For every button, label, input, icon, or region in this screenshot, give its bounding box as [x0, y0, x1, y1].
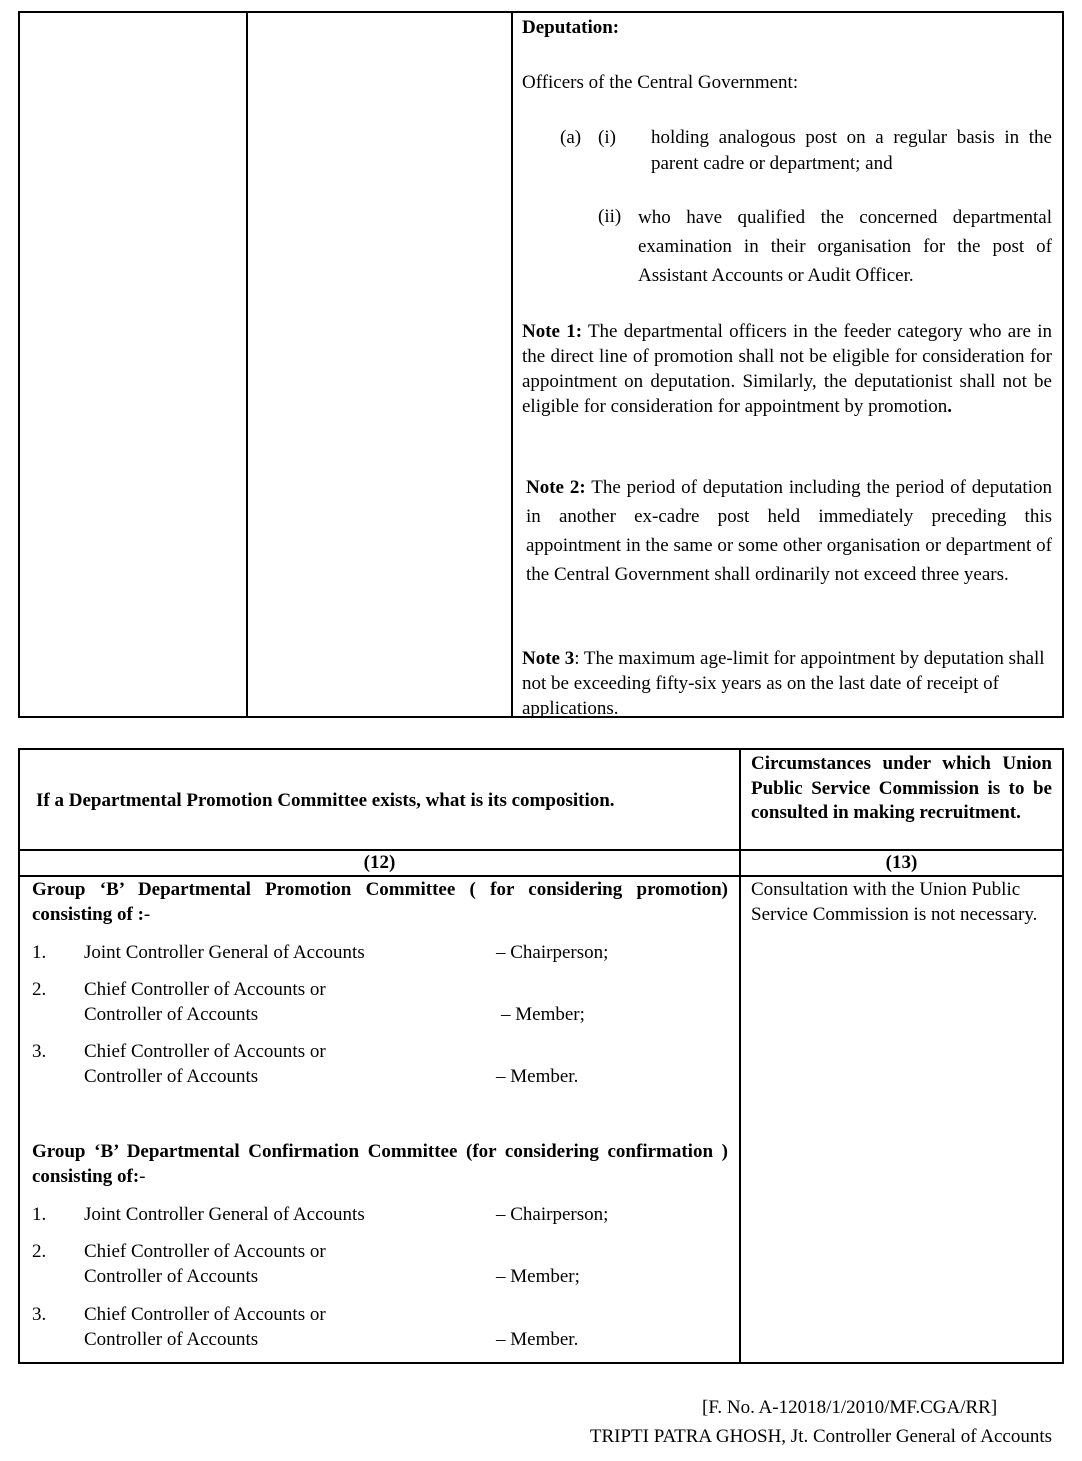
member-role: – Member; — [501, 1004, 585, 1025]
col12-header: If a Departmental Promotion Committee exists, what is its composition. — [36, 790, 615, 811]
note-1-label: Note 1: — [522, 321, 583, 342]
note-3 — [522, 646, 1052, 721]
deputation-intro: Officers of the Central Government: — [522, 72, 799, 93]
dpc-title-text: Group ‘B’ Departmental Promotion Committee ( for considering promotion) consisting of : — [32, 879, 728, 925]
col13-number: (13) — [885, 852, 918, 873]
clause-i-label: (i) — [598, 127, 616, 148]
column-divider — [246, 13, 248, 716]
member-number: 3. — [32, 1041, 47, 1062]
member-name: Chief Controller of Accounts or — [84, 979, 326, 1000]
dpc-member-row — [32, 977, 732, 1027]
member-number: 1. — [32, 1204, 47, 1225]
clause-ii-text: who have qualified the concerned departmental examination in their organisation for the post of Assistant Accounts or Audit Officer. — [638, 207, 1052, 286]
note-3-label: Note 3 — [522, 648, 575, 669]
member-name: Joint Controller General of Accounts — [84, 1204, 365, 1225]
dpc-member-row — [32, 1039, 732, 1089]
clause-i-text: holding analogous post on a regular basis in the parent cadre or department; and — [651, 127, 1052, 174]
deputation-table — [18, 11, 1064, 718]
dcc-title-dash: - — [139, 1166, 146, 1187]
dcc-member-row — [32, 1302, 732, 1352]
member-name: Joint Controller General of Accounts — [84, 942, 365, 963]
member-role: – Member. — [496, 1066, 579, 1087]
col13-header: Circumstances under which Union Public Service Commission is to be consulted in making recruitment. — [751, 753, 1052, 823]
column-divider — [511, 13, 513, 716]
signatory: TRIPTI PATRA GHOSH, Jt. Controller General of Accounts — [589, 1426, 1052, 1447]
note-1-end: . — [947, 396, 953, 417]
member-number: 2. — [32, 1241, 47, 1262]
member-number: 2. — [32, 979, 47, 1000]
member-name-line2: Controller of Accounts — [84, 1329, 259, 1350]
member-name-line2: Controller of Accounts — [84, 1066, 259, 1087]
clause-a-label: (a) — [560, 127, 582, 148]
note-1-text: The departmental officers in the feeder category who are in the direct line of promotion shall not be eligible for consideration for appointment on deputation. Similarly, the deputationist shall not be eligible for consideration for appointment by promotion — [522, 321, 1052, 417]
dpc-title-dash: - — [143, 904, 151, 925]
file-number: [F. No. A-12018/1/2010/MF.CGA/RR] — [702, 1397, 998, 1418]
member-name: Chief Controller of Accounts or — [84, 1304, 326, 1325]
member-role: – Member; — [496, 1266, 580, 1287]
dcc-member-row — [32, 1239, 732, 1289]
dpc-title — [32, 877, 728, 927]
member-name-line2: Controller of Accounts — [84, 1266, 259, 1287]
upsc-consultation-text: Consultation with the Union Public Service Commission is not necessary. — [751, 879, 1038, 925]
dcc-title — [32, 1139, 728, 1189]
committee-table — [18, 748, 1064, 1364]
column-divider — [739, 750, 741, 1362]
col12-number: (12) — [363, 852, 396, 873]
note-2-text: The period of deputation including the period of deputation in another ex-cadre post held immediately preceding this appointment in the same or some other organisation or department of the Central Government shall ordinarily not exceed three years. — [526, 477, 1052, 585]
member-name-line2: Controller of Accounts — [84, 1004, 259, 1025]
member-number: 1. — [32, 942, 47, 963]
member-name: Chief Controller of Accounts or — [84, 1241, 326, 1262]
clause-ii-label: (ii) — [598, 206, 622, 227]
note-3-text: : The maximum age-limit for appointment by deputation shall not be exceeding fifty-six years as on the last date of receipt of applications. — [522, 648, 1045, 719]
member-number: 3. — [32, 1304, 47, 1325]
member-role: – Chairperson; — [496, 942, 609, 963]
dcc-title-text: Group ‘B’ Departmental Confirmation Committee (for considering confirmation ) consisting of: — [32, 1141, 728, 1187]
note-2 — [526, 473, 1052, 589]
member-name: Chief Controller of Accounts or — [84, 1041, 326, 1062]
note-2-label: Note 2: — [526, 477, 586, 498]
member-role: – Chairperson; — [496, 1204, 609, 1225]
member-role: – Member. — [496, 1329, 579, 1350]
deputation-title: Deputation: — [522, 17, 620, 38]
note-1 — [522, 319, 1052, 419]
